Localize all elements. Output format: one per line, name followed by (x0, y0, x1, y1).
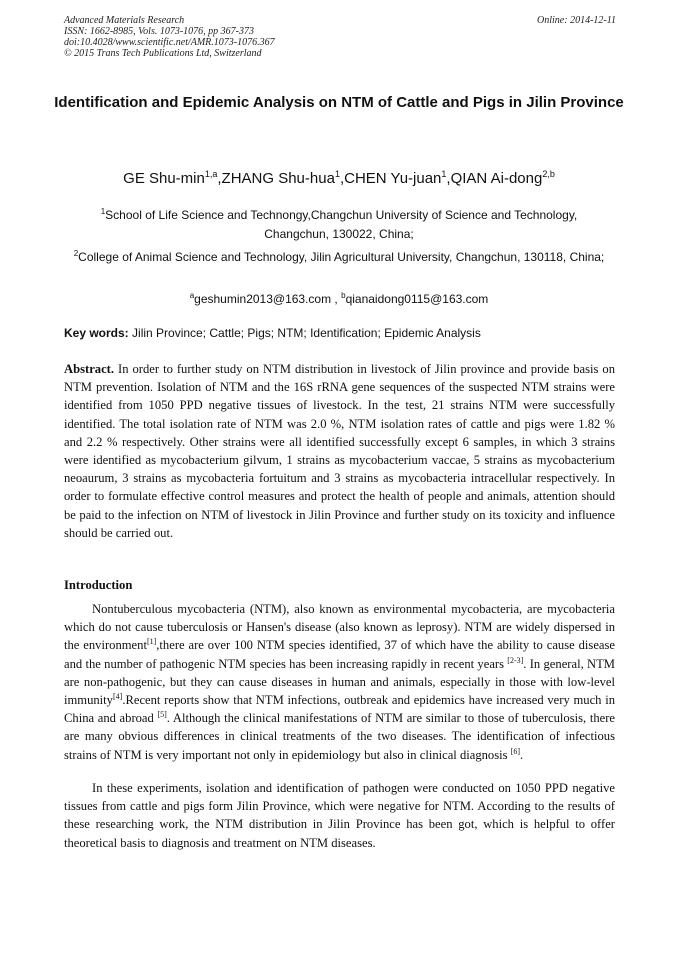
copyright-line: © 2015 Trans Tech Publications Ltd, Switzerland (64, 48, 262, 59)
online-date: Online: 2014-12-11 (537, 15, 616, 26)
issn-line: ISSN: 1662-8985, Vols. 1073-1076, pp 367-373 (64, 26, 254, 37)
paper-title: Identification and Epidemic Analysis on NTM of Cattle and Pigs in Jilin Province (54, 94, 624, 111)
affiliation-2: $^2$College of Animal Science and Technology, Jilin Agricultural University, Changchun, 130118, China; (73, 249, 605, 264)
doi-line: doi:10.4028/www.scientific.net/AMR.1073-1076.367 (64, 37, 275, 48)
citation-4[interactable]: [4] (112, 691, 123, 701)
citation-2-3[interactable]: [2-3] (507, 655, 524, 665)
author-2: ZHANG Shu-hua$^1$, (221, 169, 345, 187)
citation-5[interactable]: [5] (157, 710, 167, 720)
author-list (40, 164, 638, 189)
email-link-b[interactable]: qianaidong0115@163.com (345, 292, 489, 306)
abstract (64, 360, 615, 542)
author-emails: $^a$geshumin2013@163.com , $^b$qianaidong0115@163.com (189, 291, 489, 306)
keywords (64, 325, 616, 341)
abstract-label: Abstract. (64, 362, 115, 376)
introduction-paragraph-2: In these experiments, isolation and identification of pathogen were conducted on 1050 PPD negative tissues from cattle and pigs form Jilin Province, which were negative for NTM. According to the results of these researching work, the NTM distribution in Jilin Province has been got, which is helpful to offer theoretical basis to diagnosis and treatment on NTM diseases. (64, 781, 615, 850)
citation-1[interactable]: [1] (146, 637, 157, 647)
journal-name: Advanced Materials Research (64, 15, 185, 26)
keywords-text: Jilin Province; Cattle; Pigs; NTM; Identification; Epidemic Analysis (132, 326, 481, 340)
citation-6[interactable]: [6] (510, 746, 521, 756)
affiliation-1: $^1$School of Life Science and Technongy,Changchun University of Science and Technology, Changchun, 130022, China; (100, 207, 578, 241)
author-1: GE Shu-$\min^{1,a}$, (123, 169, 222, 187)
keywords-label: Key words: (64, 326, 129, 340)
abstract-text: In order to further study on NTM distribution in livestock of Jilin province and provide basis on NTM prevention. Isolation of NTM and the 16S rRNA gene sequences of the suspected NTM strains were identified from 1050 PPD negative tissues of livestock. In the test, 21 strains NTM were successfully identified. The total isolation rate of NTM was 2.0 %, NTM isolation rates of cattle and pigs were 1.82 % and 2.2 % respectively. Other strains were all identified successfully except 6 samples, in which 3 strains were identified as mycobacterium gilvum, 1 strains as mycobacterium vaccae, 5 strains as mycobacterium neoaurum, 3 strains as mycobacteria fortuitum and 3 strains as mycobacteria intracellular respectively. In order to formulate effective control measures and protect the health of people and animals, attention should be paid to the infection on NTM of livestock in Jilin Province and further study on its toxicity and influence should be carried out. (64, 362, 615, 540)
author-3: CHEN Yu-juan$^1$, (344, 169, 451, 187)
introduction-paragraph-1: Nontuberculous mycobacteria (NTM), also known as environmental mycobacteria, are mycobacteria which do not cause tuberculosis or Hansen's disease (also known as leprosy). NTM are widely dispersed in the environment[1],there are over 100 NTM species identified, 37 of which have the ability to cause disease and the number of pathogenic NTM species has been increasing rapidly in recent years [2-3]. In general, NTM are non-pathogenic, but they can cause diseases in human and animals, especially in those with low-level immunity[4].Recent reports show that NTM infections, outbreak and epidemics have increased very much in China and abroad [5]. Although the clinical manifestations of NTM are similar to those of tuberculosis, there are many obvious differences in clinical treatments of the two diseases. The identification of infectious strains of NTM is very important not only in epidemiology but also in clinical diagnosis [6]. (64, 602, 615, 762)
introduction-heading: Introduction (64, 578, 133, 592)
email-link-a[interactable]: geshumin2013@163.com (194, 292, 332, 306)
journal-metadata (64, 15, 616, 59)
author-4: QIAN Ai-dong$^{2,b}$ (450, 169, 555, 187)
